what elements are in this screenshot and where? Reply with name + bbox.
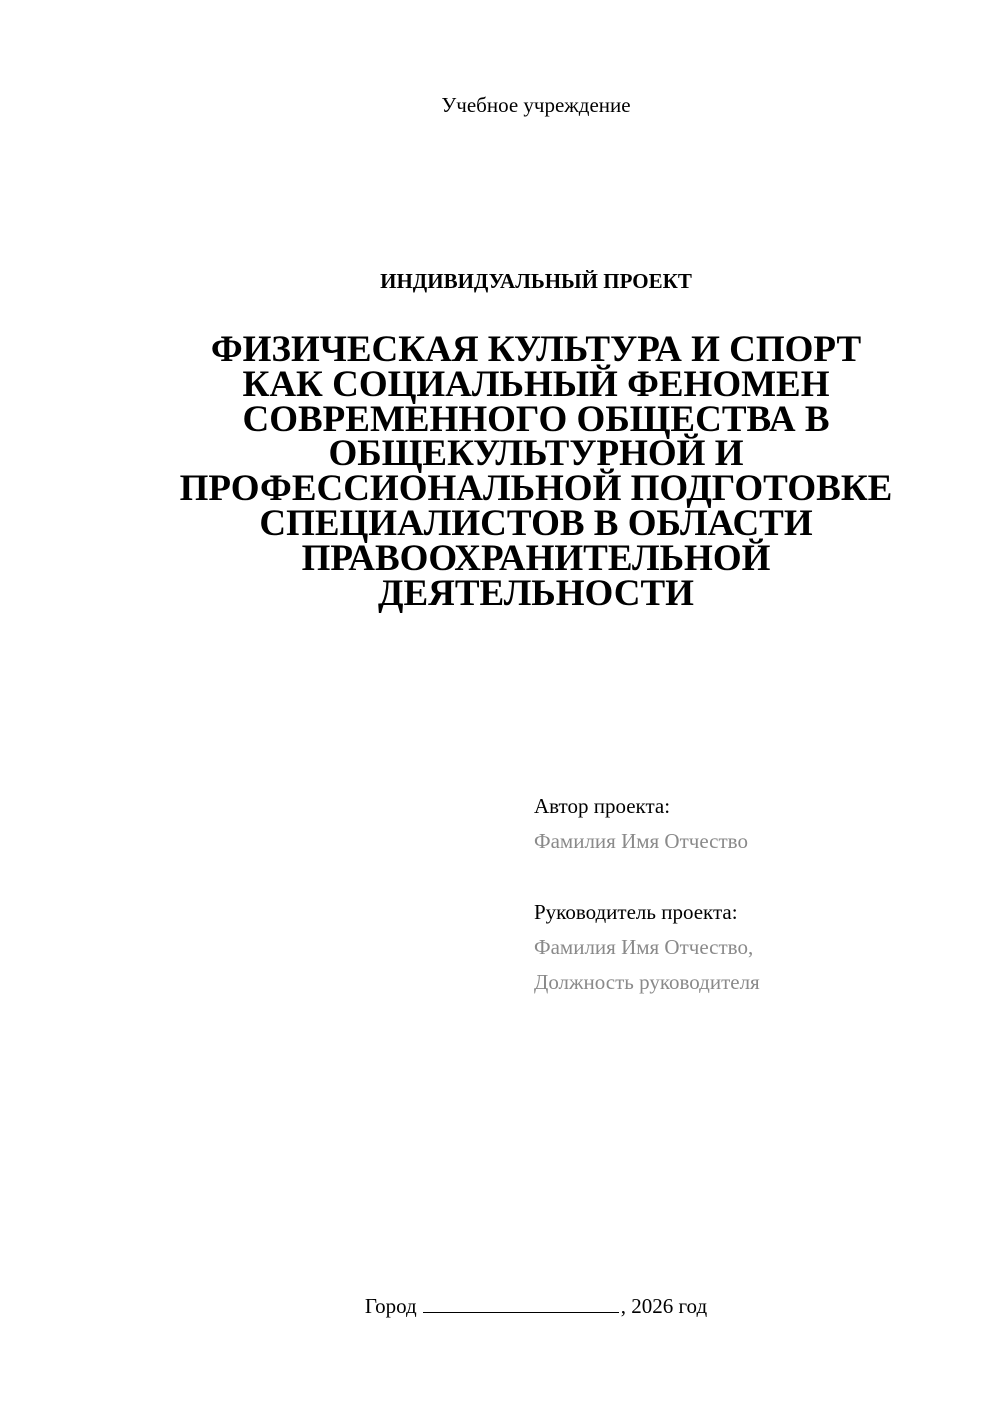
title-line: СОВРЕМЕННОГО ОБЩЕСТВА В: [242, 398, 830, 440]
institution-name: Учебное учреждение: [441, 93, 631, 117]
supervisor-block: [534, 895, 974, 1000]
title-line: КАК СОЦИАЛЬНЫЙ ФЕНОМЕН: [242, 363, 830, 405]
title-line: СПЕЦИАЛИСТОВ В ОБЛАСТИ: [259, 502, 813, 544]
title-line: ДЕЯТЕЛЬНОСТИ: [378, 572, 694, 614]
author-label: Автор проекта:: [534, 794, 671, 818]
year-text: , 2026 год: [620, 1294, 708, 1318]
supervisor-name: Фамилия Имя Отчество,: [534, 935, 754, 959]
title-line: ФИЗИЧЕСКАЯ КУЛЬТУРА И СПОРТ: [210, 329, 862, 370]
document-type: ИНДИВИДУАЛЬНЫЙ ПРОЕКТ: [380, 269, 692, 293]
project-credits: [534, 789, 974, 1000]
author-name: Фамилия Имя Отчество: [534, 829, 748, 853]
title-line: ОБЩЕКУЛЬТУРНОЙ И: [328, 433, 744, 475]
city-year-line: [0, 1290, 1000, 1321]
title-line: ПРАВООХРАНИТЕЛЬНОЙ: [301, 537, 771, 579]
city-blank-line: [423, 1290, 619, 1313]
city-label: Город: [364, 1294, 417, 1318]
title-line: ПРОФЕССИОНАЛЬНОЙ ПОДГОТОВКЕ: [179, 468, 893, 510]
spacer: [534, 859, 974, 895]
supervisor-position: Должность руководителя: [534, 970, 760, 994]
author-block: [534, 789, 974, 859]
project-title: [160, 329, 912, 614]
supervisor-label: Руководитель проекта:: [534, 900, 738, 924]
